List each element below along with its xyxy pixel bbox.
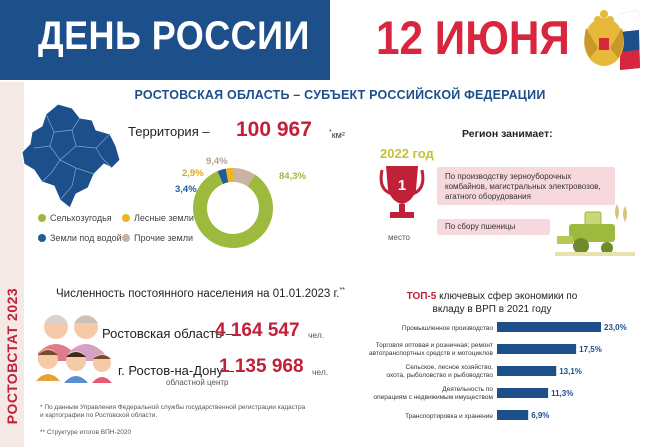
rank-item-2: По сбору пшеницы bbox=[445, 222, 516, 231]
population-region-value: 4 164 547 bbox=[215, 320, 300, 341]
slice-pct-agri: 84,3% bbox=[279, 171, 306, 182]
people-icon bbox=[34, 305, 120, 385]
harvester-icon bbox=[555, 202, 635, 256]
bar-3 bbox=[497, 366, 556, 376]
bar-category-label: операциям с недвижимым имуществом bbox=[373, 394, 493, 401]
donut-slice-other bbox=[233, 175, 251, 181]
side-label: РОСТОВСТАТ 2023 bbox=[4, 287, 20, 425]
population-title: Численность постоянного населения на 01.01.2023 г.** bbox=[56, 287, 345, 300]
bar-chart-title-rest: ключевых сфер экономики по вкладу в ВРП в 2021 году bbox=[432, 291, 578, 315]
footnote-1: * По данным Управления Федеральной службы государственной регистрации кадастра и картографии по Ростовской области. bbox=[40, 404, 306, 419]
legend-dot-agri bbox=[38, 214, 46, 222]
bar-value-label: 13,1% bbox=[559, 367, 582, 376]
gva-bar-chart bbox=[335, 318, 635, 428]
population-city-unit: чел. bbox=[312, 367, 329, 377]
bar-2 bbox=[497, 344, 576, 354]
place-label: место bbox=[388, 233, 410, 242]
bar-category-label: охота, рыболовство и рыбоводство bbox=[386, 372, 493, 379]
population-region-label: Ростовская область – bbox=[102, 326, 233, 341]
section-subtitle: РОСТОВСКАЯ ОБЛАСТЬ – СУБЪЕКТ РОССИЙСКОЙ ФЕДЕРАЦИИ bbox=[134, 88, 546, 102]
rank-item-1: По производству зерноуборочных комбайнов, магистральных электровозов, агатного оборудования bbox=[445, 172, 601, 201]
territory-mark: * bbox=[329, 129, 332, 136]
bar-category-label: Промышленное производство bbox=[401, 325, 493, 332]
bar-value-label: 23,0% bbox=[604, 323, 627, 332]
page-title: ДЕНЬ РОССИИ bbox=[38, 14, 310, 58]
population-city-label: г. Ростов-на-Дону – bbox=[118, 363, 234, 378]
legend-dot-forest bbox=[122, 214, 130, 222]
territory-unit: *км² bbox=[329, 129, 345, 140]
legend-agri: Сельхозугодья bbox=[50, 213, 112, 223]
bar-5 bbox=[497, 410, 528, 420]
bar-4 bbox=[497, 388, 548, 398]
bar-category-label: Деятельность по bbox=[442, 386, 493, 393]
bar-1 bbox=[497, 322, 601, 332]
bar-value-label: 6,9% bbox=[531, 411, 550, 420]
legend-other: Прочие земли bbox=[134, 233, 194, 243]
date-title: 12 ИЮНЯ bbox=[376, 11, 570, 64]
rank-year: 2022 год bbox=[380, 146, 434, 161]
donut-slice-forest bbox=[227, 175, 233, 176]
bar-category-label: автотранспортных средств и мотоциклов bbox=[369, 350, 493, 357]
territory-value: 100 967 bbox=[236, 118, 312, 141]
slice-pct-water: 3,4% bbox=[175, 184, 197, 195]
bar-chart-title-top: ТОП-5 bbox=[406, 291, 437, 302]
trophy-place: 1 bbox=[397, 177, 407, 194]
slice-pct-other: 9,4% bbox=[206, 156, 228, 167]
region-map bbox=[20, 102, 124, 210]
population-city-value: 1 135 968 bbox=[219, 356, 304, 377]
rank-item-box-2 bbox=[437, 219, 550, 235]
bar-category-label: Торговля оптовая и розничная; ремонт bbox=[375, 342, 493, 349]
footnote-2: ** Структуре итогов ВПН-2020 bbox=[40, 429, 132, 436]
legend-dot-water bbox=[38, 234, 46, 242]
donut-slice-agri bbox=[200, 178, 266, 241]
bar-category-label: Сельское, лесное хозяйство, bbox=[405, 364, 493, 371]
legend-forest: Лесные земли bbox=[134, 213, 194, 223]
territory-label: Территория – bbox=[128, 124, 210, 139]
population-region-unit: чел. bbox=[308, 330, 325, 340]
legend-dot-other bbox=[122, 234, 130, 242]
bar-value-label: 17,5% bbox=[579, 345, 602, 354]
region-rank-title: Регион занимает: bbox=[462, 128, 553, 140]
population-city-sub: областной центр bbox=[166, 378, 229, 387]
legend-water: Земли под водой bbox=[50, 233, 122, 243]
coat-of-arms-icon bbox=[580, 8, 642, 72]
rank-item-box-1 bbox=[437, 167, 615, 205]
bar-chart-title bbox=[392, 290, 592, 316]
bar-category-label: Транспортировка и хранение bbox=[405, 413, 493, 420]
bar-value-label: 11,3% bbox=[551, 389, 574, 398]
slice-pct-forest: 2,9% bbox=[182, 168, 204, 179]
trophy-icon bbox=[378, 164, 426, 226]
donut-slice-water bbox=[220, 176, 227, 178]
